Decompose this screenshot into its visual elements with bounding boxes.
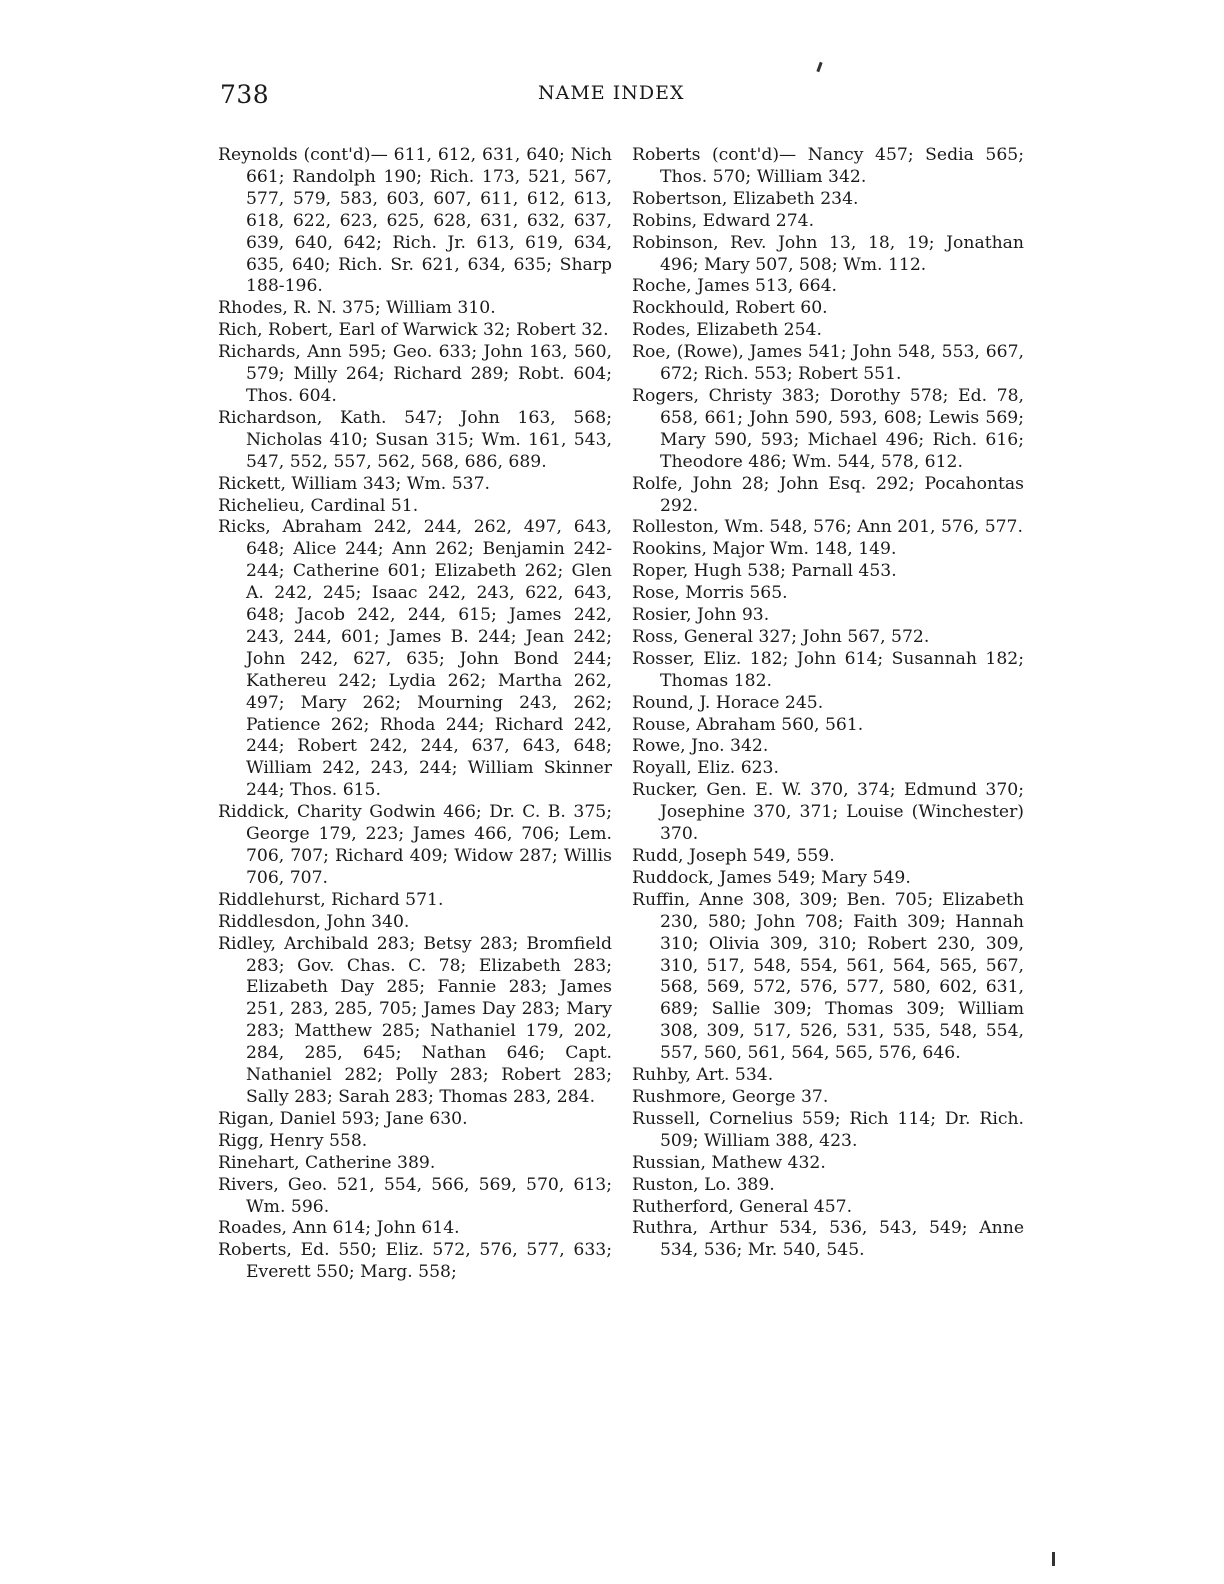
index-entry: Rucker, Gen. E. W. 370, 374; Edmund 370; Josephine 370, 371; Louise (Winchester) 370. (632, 780, 1024, 845)
page-number: 738 (220, 80, 270, 109)
index-entry: Ricks, Abraham 242, 244, 262, 497, 643, 648; Alice 244; Ann 262; Benjamin 242-244; Catherine 601; Elizabeth 262; Glen A. 242, 245; Isaac 242, 243, 622, 643, 648; Jacob 242, 244, 615; James 242, 243, 244, 601; James B. 244; Jean 242; John 242, 627, 635; John Bond 244; Kathereu 242; Lydia 262; Martha 262, 497; Mary 262; Mourning 243, 262; Patience 262; Rhoda 244; Richard 242, 244; Robert 242, 244, 637, 643, 648; William 242, 243, 244; William Skinner 244; Thos. 615. (218, 517, 612, 801)
index-entry: Rockhould, Robert 60. (632, 298, 828, 319)
index-entry: Round, J. Horace 245. (632, 692, 824, 713)
index-entry: Rigg, Henry 558. (218, 1130, 368, 1151)
index-entry: Robertson, Elizabeth 234. (632, 188, 859, 209)
index-entry: Roper, Hugh 538; Parnall 453. (632, 561, 897, 582)
index-entry: Reynolds (cont'd)— 611, 612, 631, 640; Nich 661; Randolph 190; Rich. 173, 521, 567, 577, 579, 583, 603, 607, 611, 612, 613, 618, 622, 623, 625, 628, 631, 632, 637, 639, 640, 642; Rich. Jr. 613, 619, 634, 635, 640; Rich. Sr. 621, 634, 635; Sharp 188-196. (218, 145, 612, 297)
index-entry: Rivers, Geo. 521, 554, 566, 569, 570, 613; Wm. 596. (218, 1174, 612, 1217)
index-entry: Roe, (Rowe), James 541; John 548, 553, 667, 672; Rich. 553; Robert 551. (632, 342, 1024, 385)
index-entry: Rudd, Joseph 549, 559. (632, 846, 835, 866)
index-entry: Rinehart, Catherine 389. (218, 1152, 436, 1173)
index-entry: Richelieu, Cardinal 51. (218, 495, 419, 516)
index-entry: Rosier, John 93. (632, 605, 770, 626)
index-entry: Riddlehurst, Richard 571. (218, 889, 444, 910)
index-entry: Rolleston, Wm. 548, 576; Ann 201, 576, 577. (632, 517, 1023, 538)
index-entry: Russell, Cornelius 559; Rich 114; Dr. Rich. 509; William 388, 423. (632, 1108, 1024, 1151)
index-entry: Rogers, Christy 383; Dorothy 578; Ed. 78, 658, 661; John 590, 593, 608; Lewis 569; Mary 590, 593; Michael 496; Rich. 616; Theodore 486; Wm. 544, 578, 612. (632, 385, 1024, 472)
index-entry: Rickett, William 343; Wm. 537. (218, 473, 490, 494)
index-entry: Rhodes, R. N. 375; William 310. (218, 298, 496, 319)
index-entry: Rigan, Daniel 593; Jane 630. (218, 1108, 468, 1129)
index-entry: Ruhby, Art. 534. (632, 1065, 774, 1086)
index-entry: Ruthra, Arthur 534, 536, 543, 549; Anne 534, 536; Mr. 540, 545. (632, 1218, 1024, 1261)
index-entry: Ruddock, James 549; Mary 549. (632, 867, 911, 888)
index-entry: Rose, Morris 565. (632, 583, 788, 604)
index-entry: Rouse, Abraham 560, 561. (632, 714, 864, 735)
index-entry: Rookins, Major Wm. 148, 149. (632, 539, 897, 560)
index-entry: Rutherford, General 457. (632, 1196, 853, 1217)
index-entry: Robins, Edward 274. (632, 210, 815, 231)
index-entry: Richardson, Kath. 547; John 163, 568; Nicholas 410; Susan 315; Wm. 161, 543, 547, 552, 557, 562, 568, 686, 689. (218, 407, 612, 472)
index-entry: Rushmore, George 37. (632, 1086, 829, 1107)
index-entry: Roades, Ann 614; John 614. (218, 1218, 460, 1239)
index-entry: Rowe, Jno. 342. (632, 736, 769, 757)
ink-speck-bottom (1052, 1552, 1055, 1566)
running-head: NAME INDEX (538, 82, 685, 104)
index-entry: Richards, Ann 595; Geo. 633; John 163, 560, 579; Milly 264; Richard 289; Robt. 604; Thos. 604. (218, 342, 612, 406)
index-entry: Roche, James 513, 664. (632, 276, 837, 297)
index-entry: Rich, Robert, Earl of Warwick 32; Robert 32. (218, 320, 609, 341)
index-entry: Royall, Eliz. 623. (632, 758, 779, 779)
index-entry: Russian, Mathew 432. (632, 1152, 826, 1173)
index-entry: Roberts, Ed. 550; Eliz. 572, 576, 577, 633; Everett 550; Marg. 558; (218, 1240, 612, 1283)
index-entry: Rosser, Eliz. 182; John 614; Susannah 182; Thomas 182. (632, 648, 1024, 691)
index-entry: Ruston, Lo. 389. (632, 1174, 775, 1195)
index-entry: Rodes, Elizabeth 254. (632, 320, 822, 341)
index-entry: Ridley, Archibald 283; Betsy 283; Bromfield 283; Gov. Chas. C. 78; Elizabeth 283; Elizabeth Day 285; Fannie 283; James 251, 283, 285, 705; James Day 283; Mary 283; Matthew 285; Nathaniel 179, 202, 284, 285, 645; Nathan 646; Capt. Nathaniel 282; Polly 283; Robert 283; Sally 283; Sarah 283; Thomas 283, 284. (218, 933, 612, 1107)
index-entry: Riddick, Charity Godwin 466; Dr. C. B. 375; George 179, 223; James 466, 706; Lem. 706, 707; Richard 409; Widow 287; Willis 706, 707. (218, 802, 612, 888)
index-entry: Ruffin, Anne 308, 309; Ben. 705; Elizabeth 230, 580; John 708; Faith 309; Hannah 310; Olivia 309, 310; Robert 230, 309, 310, 517, 548, 554, 561, 564, 565, 567, 568, 569, 572, 576, 577, 580, 602, 631, 689; Sallie 309; Thomas 309; William 308, 309, 517, 526, 531, 535, 548, 554, 557, 560, 561, 564, 565, 576, 646. (632, 889, 1024, 1064)
ink-speck-top (816, 62, 822, 72)
index-entry: Rolfe, John 28; John Esq. 292; Pocahontas 292. (632, 473, 1024, 516)
index-entry: Roberts (cont'd)— Nancy 457; Sedia 565; Thos. 570; William 342. (632, 145, 1024, 187)
index-entry: Robinson, Rev. John 13, 18, 19; Jonathan 496; Mary 507, 508; Wm. 112. (632, 232, 1024, 275)
index-entry: Ross, General 327; John 567, 572. (632, 626, 930, 647)
index-entry: Riddlesdon, John 340. (218, 911, 410, 932)
index-column-right (632, 145, 1024, 1262)
index-column-left (218, 145, 612, 1284)
